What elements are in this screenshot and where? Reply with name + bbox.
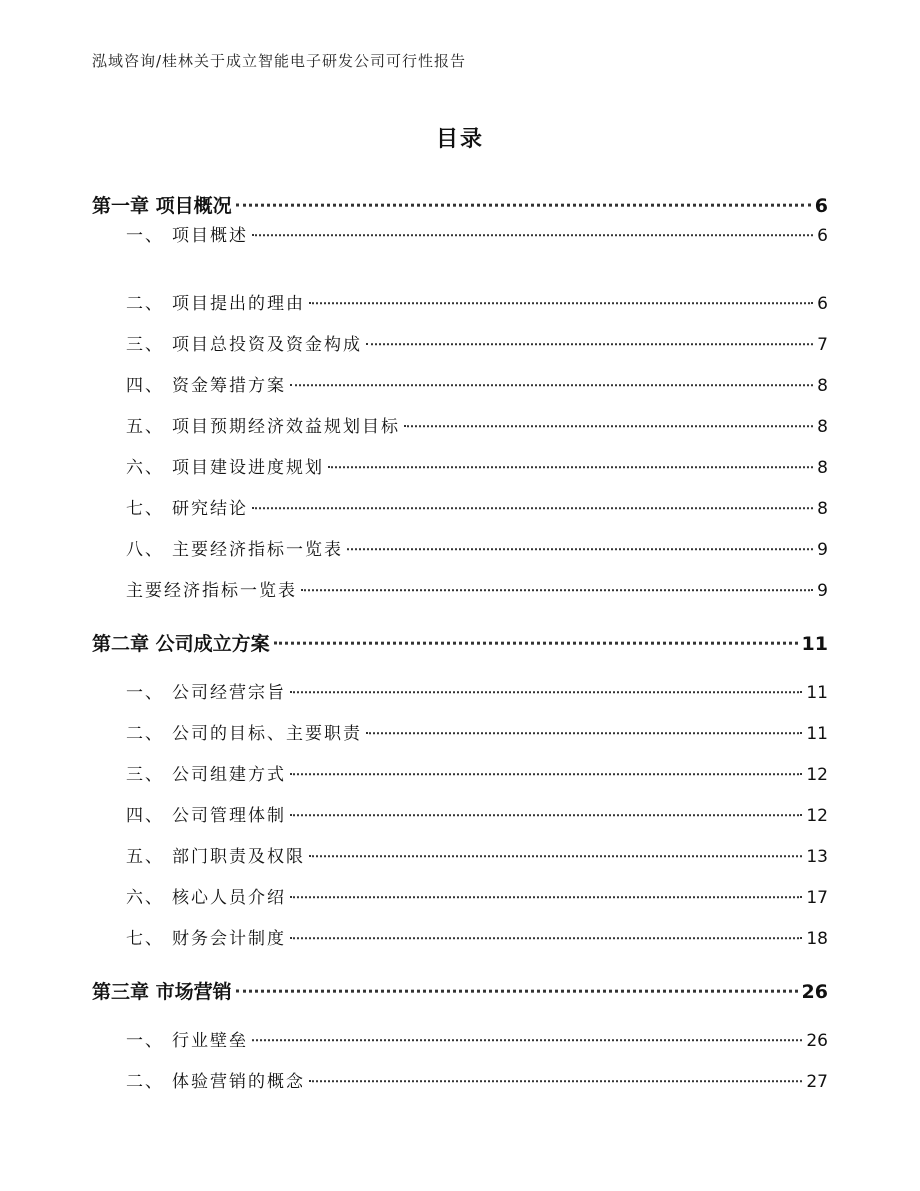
toc-page-number: 12 xyxy=(806,806,828,827)
toc-page-number: 12 xyxy=(806,765,828,786)
toc-section-number: 七、 xyxy=(126,499,164,520)
toc-entry-label: 核心人员介绍 xyxy=(172,888,286,909)
toc-section-number: 八、 xyxy=(126,540,164,561)
toc-section[interactable] xyxy=(126,451,828,478)
toc-section-number: 六、 xyxy=(126,458,164,479)
leader-dots xyxy=(252,214,813,236)
toc-entry-label: 公司管理体制 xyxy=(172,806,286,827)
toc-entry-label: 研究结论 xyxy=(172,499,248,520)
toc-page-number: 8 xyxy=(817,376,828,397)
toc-page-number: 11 xyxy=(806,683,828,704)
toc-entry-label: 项目概述 xyxy=(172,226,248,247)
toc-section[interactable] xyxy=(126,922,828,949)
toc-section[interactable] xyxy=(126,799,828,826)
toc-page-number: 8 xyxy=(817,417,828,438)
leader-dots xyxy=(252,1019,802,1041)
toc-page-number: 8 xyxy=(817,499,828,520)
toc-section-number: 五、 xyxy=(126,847,164,868)
toc-entry-label: 项目提出的理由 xyxy=(172,294,305,315)
toc-section[interactable] xyxy=(126,492,828,519)
toc-chapter-2[interactable] xyxy=(92,624,828,656)
toc-entry-label: 资金筹措方案 xyxy=(172,376,286,397)
toc-section[interactable] xyxy=(126,410,828,437)
toc-section-number: 一、 xyxy=(126,683,164,704)
leader-dots xyxy=(236,181,811,207)
toc-page-number: 17 xyxy=(806,888,828,909)
leader-dots xyxy=(309,1060,802,1082)
leader-dots xyxy=(290,364,813,386)
toc-section-number: 二、 xyxy=(126,1072,164,1093)
toc-page-number: 6 xyxy=(817,294,828,315)
toc-section[interactable] xyxy=(126,758,828,785)
toc-entry-label: 体验营销的概念 xyxy=(172,1072,305,1093)
toc-page-number: 7 xyxy=(817,335,828,356)
toc-section-number: 六、 xyxy=(126,888,164,909)
toc-entry-label: 主要经济指标一览表 xyxy=(172,540,343,561)
toc-page-number: 9 xyxy=(817,581,828,602)
toc-page-number: 13 xyxy=(806,847,828,868)
toc-entry-label: 项目建设进度规划 xyxy=(172,458,324,479)
leader-dots xyxy=(404,405,813,427)
leader-dots xyxy=(236,967,798,993)
toc-section[interactable] xyxy=(126,1024,828,1051)
toc-title: 目录 xyxy=(435,127,484,152)
toc-section[interactable] xyxy=(126,676,828,703)
toc-section-number: 五、 xyxy=(126,417,164,438)
toc-entry-label: 第一章 项目概况 xyxy=(92,194,232,217)
toc-section[interactable] xyxy=(126,840,828,867)
toc-page-number: 26 xyxy=(801,980,828,1003)
leader-dots xyxy=(366,323,813,345)
leader-dots xyxy=(290,671,802,693)
leader-dots xyxy=(309,835,802,857)
toc-section[interactable] xyxy=(126,533,828,560)
leader-dots xyxy=(328,446,813,468)
toc-page-number: 18 xyxy=(806,929,828,950)
toc-section[interactable] xyxy=(126,219,828,246)
toc-page-number: 6 xyxy=(817,226,828,247)
toc-entry-label: 财务会计制度 xyxy=(172,929,286,950)
toc-section-number: 三、 xyxy=(126,765,164,786)
toc-section-number: 一、 xyxy=(126,1031,164,1052)
toc-page-number: 9 xyxy=(817,540,828,561)
toc-page-number: 27 xyxy=(806,1072,828,1093)
leader-dots xyxy=(309,282,813,304)
toc-entry-label: 主要经济指标一览表 xyxy=(126,581,297,602)
running-header: 泓域咨询/桂林关于成立智能电子研发公司可行性报告 xyxy=(92,52,467,70)
toc-section[interactable] xyxy=(126,717,828,744)
toc-entry-label: 第三章 市场营销 xyxy=(92,980,232,1003)
toc-section[interactable] xyxy=(126,574,828,601)
toc-entry-label: 公司组建方式 xyxy=(172,765,286,786)
toc-chapter-1[interactable] xyxy=(92,186,828,218)
leader-dots xyxy=(274,619,798,645)
toc-section-number: 一、 xyxy=(126,226,164,247)
toc-page-number: 26 xyxy=(806,1031,828,1052)
toc-page-number: 8 xyxy=(817,458,828,479)
toc-section-number: 四、 xyxy=(126,376,164,397)
toc-section-number: 四、 xyxy=(126,806,164,827)
leader-dots xyxy=(290,753,802,775)
toc-entry-label: 项目预期经济效益规划目标 xyxy=(172,417,400,438)
leader-dots xyxy=(290,794,802,816)
leader-dots xyxy=(290,876,802,898)
toc-section[interactable] xyxy=(126,1065,828,1092)
toc-entry-label: 第二章 公司成立方案 xyxy=(92,632,270,655)
leader-dots xyxy=(252,487,813,509)
toc-chapter-3[interactable] xyxy=(92,972,828,1004)
toc-section[interactable] xyxy=(126,369,828,396)
toc-entry-label: 公司经营宗旨 xyxy=(172,683,286,704)
toc-page-number: 11 xyxy=(801,632,828,655)
toc-entry-label: 行业壁垒 xyxy=(172,1031,248,1052)
toc-section-number: 三、 xyxy=(126,335,164,356)
leader-dots xyxy=(366,712,802,734)
toc-section[interactable] xyxy=(126,287,828,314)
toc-section[interactable] xyxy=(126,881,828,908)
toc-entry-label: 项目总投资及资金构成 xyxy=(172,335,362,356)
toc-entry-label: 部门职责及权限 xyxy=(172,847,305,868)
toc-page-number: 6 xyxy=(814,194,828,217)
leader-dots xyxy=(290,917,802,939)
toc-section-number: 二、 xyxy=(126,724,164,745)
toc-section[interactable] xyxy=(126,328,828,355)
toc-section-number: 七、 xyxy=(126,929,164,950)
toc-entry-label: 公司的目标、主要职责 xyxy=(172,724,362,745)
leader-dots xyxy=(347,528,813,550)
toc-page-number: 11 xyxy=(806,724,828,745)
toc-section-number: 二、 xyxy=(126,294,164,315)
leader-dots xyxy=(301,569,813,591)
